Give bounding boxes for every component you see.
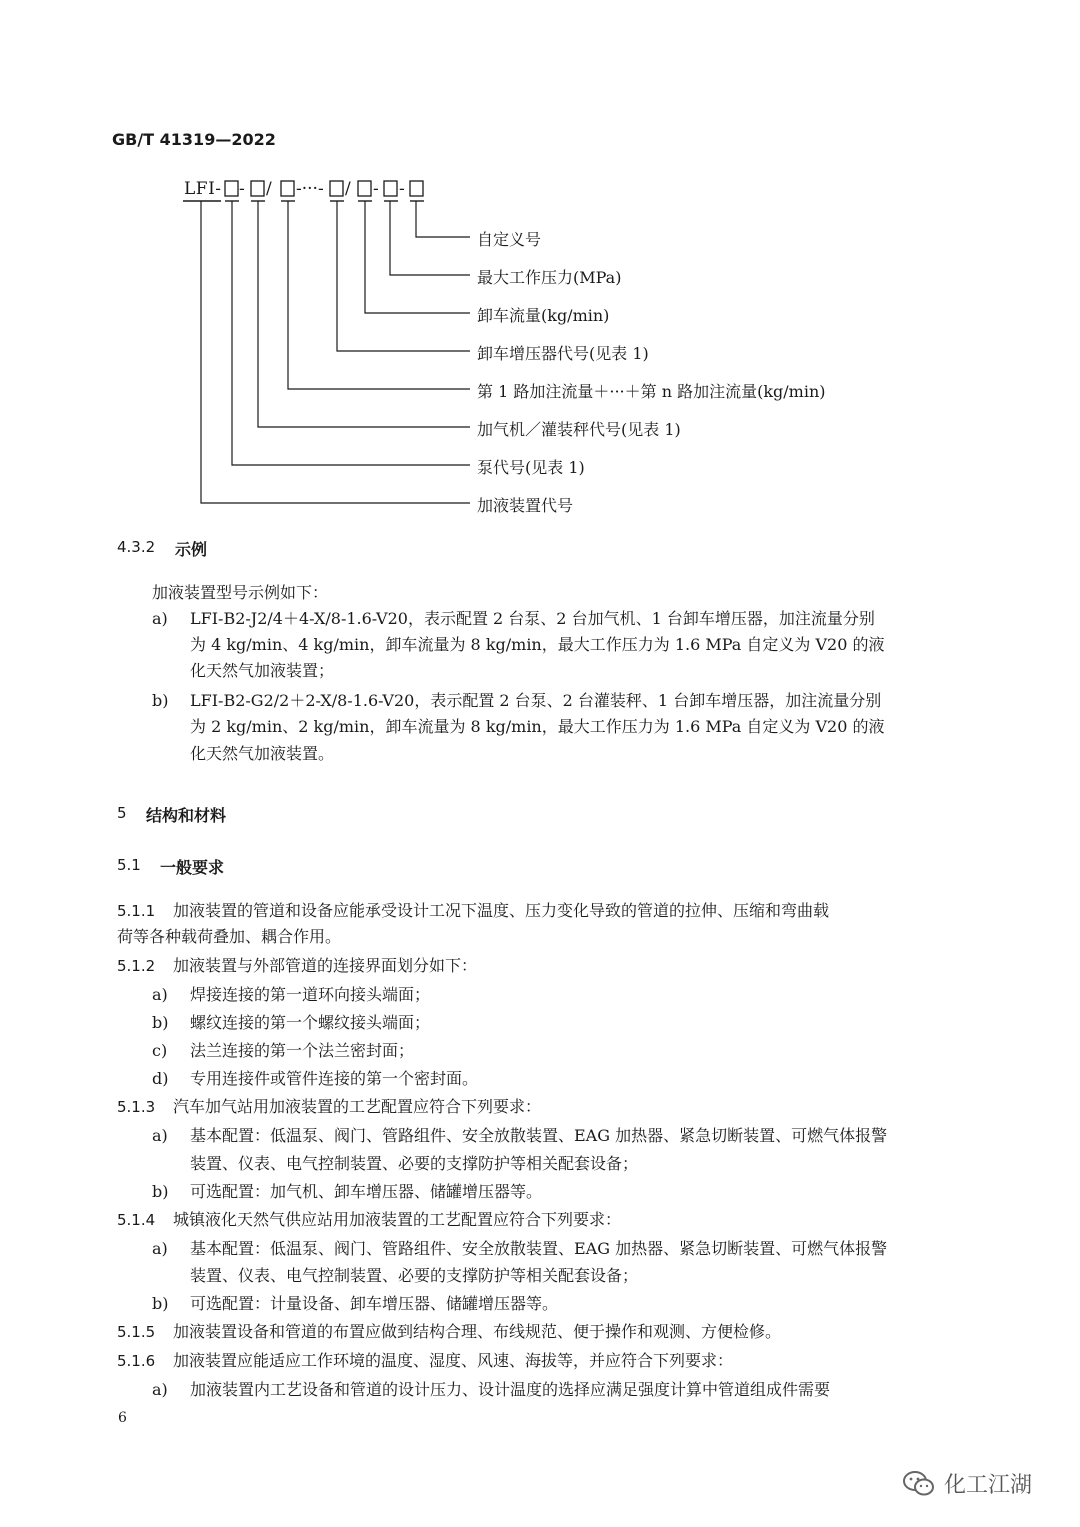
label-fill-flows: 第 1 路加注流量＋···＋第 n 路加注流量(kg/min) [477,382,826,401]
label-max-pressure: 最大工作压力(MPa) [477,268,622,287]
list-item-line: LFI-B2-G2/2＋2-X/8-1.6-V20，表示配置 2 台泵、2 台灌装秤、1 台卸车增压器，加注流量分别 [190,691,882,710]
leader-line [288,201,470,389]
paragraph: 荷等各种载荷叠加、耦合作用。 [117,927,342,946]
model-code-prefix: LFI- [184,179,222,199]
list-item: 可选配置：加气机、卸车增压器、储罐增压器等。 [190,1182,543,1201]
list-marker: d) [152,1069,169,1088]
list-item-line: 基本配置：低温泵、阀门、管路组件、安全放散装置、EAG 加热器、紧急切断装置、可燃气体报警 [190,1239,888,1258]
list-item-line: 装置、仪表、电气控制装置、必要的支撑防护等相关配套设备； [190,1154,639,1173]
list-item: 焊接连接的第一道环向接头端面； [190,985,431,1004]
model-code-sep: - [239,179,245,199]
paragraph: 汽车加气站用加液装置的工艺配置应符合下列要求： [173,1097,542,1116]
clause-number: 5.1.5 [117,1323,156,1341]
list-item: 螺纹连接的第一个螺纹接头端面； [190,1013,431,1032]
paragraph: 加液装置的管道和设备应能承受设计工况下温度、压力变化导致的管道的拉伸、压缩和弯曲载 [173,901,830,920]
section-title: 一般要求 [160,858,225,877]
leader-line [365,201,470,313]
section-number: 4.3.2 [117,538,156,556]
label-device-code: 加液装置代号 [477,496,574,515]
list-item-line: 化天然气加液装置； [190,661,335,680]
section-title: 结构和材料 [146,806,227,825]
paragraph: 加液装置与外部管道的连接界面划分如下： [173,956,478,975]
model-code-sep: / [266,179,272,199]
list-item-line: 为 2 kg/min、2 kg/min，卸车流量为 8 kg/min，最大工作压力为 1.6 MPa 自定义为 V20 的液 [190,717,885,736]
wechat-icon [902,1470,936,1498]
label-custom-id: 自定义号 [477,230,542,249]
label-unload-flow: 卸车流量(kg/min) [477,306,610,325]
clause-number: 5.1.6 [117,1352,156,1370]
list-marker: a) [152,1239,168,1258]
paragraph: 城镇液化天然气供应站用加液装置的工艺配置应符合下列要求： [173,1210,622,1229]
leader-line [201,201,470,503]
model-code-sep: - [373,179,379,199]
list-item-line: LFI-B2-J2/4＋4-X/8-1.6-V20，表示配置 2 台泵、2 台加气机、1 台卸车增压器，加注流量分别 [190,609,875,628]
list-marker: a) [152,985,168,1004]
section-number: 5 [117,804,127,822]
clause-number: 5.1.3 [117,1098,156,1116]
list-item: 法兰连接的第一个法兰密封面； [190,1041,415,1060]
code-box [410,181,423,196]
section-number: 5.1 [117,856,141,874]
clause-number: 5.1.2 [117,957,156,975]
label-pump-code: 泵代号(见表 1) [477,458,585,477]
leader-line [390,201,470,275]
list-marker: b) [152,1013,169,1032]
list-marker: b) [152,691,169,710]
paragraph: 加液装置设备和管道的布置应做到结构合理、布线规范、便于操作和观测、方便检修。 [173,1322,782,1341]
paragraph: 加液装置型号示例如下： [152,583,329,602]
list-item-line: 基本配置：低温泵、阀门、管路组件、安全放散装置、EAG 加热器、紧急切断装置、可燃气体报警 [190,1126,888,1145]
label-dispenser-code: 加气机／灌装秤代号(见表 1) [477,420,681,439]
label-booster-code: 卸车增压器代号(见表 1) [477,344,649,363]
list-marker: b) [152,1182,169,1201]
page-number: 6 [118,1410,127,1426]
list-item: 可选配置：计量设备、卸车增压器、储罐增压器等。 [190,1294,559,1313]
list-item: 专用连接件或管件连接的第一个密封面。 [190,1069,479,1088]
watermark-text: 化工江湖 [944,1473,1033,1498]
leader-line [416,201,470,237]
model-code-sep: / [345,179,351,199]
clause-number: 5.1.1 [117,902,156,920]
leader-line [258,201,470,427]
clause-number: 5.1.4 [117,1211,156,1229]
standard-code: GB/T 41319—2022 [112,130,276,149]
leader-line [337,201,470,351]
list-item-line: 为 4 kg/min、4 kg/min，卸车流量为 8 kg/min，最大工作压力为 1.6 MPa 自定义为 V20 的液 [190,635,885,654]
paragraph: 加液装置应能适应工作环境的温度、湿度、风速、海拔等，并应符合下列要求： [173,1351,734,1370]
list-item-line: 化天然气加液装置。 [190,744,335,763]
model-code-sep: -···- [296,179,324,199]
list-marker: a) [152,1126,168,1145]
leader-line [232,201,470,465]
list-item-line: 装置、仪表、电气控制装置、必要的支撑防护等相关配套设备； [190,1266,639,1285]
watermark [902,1468,1032,1499]
list-marker: b) [152,1294,169,1313]
list-marker: a) [152,1380,168,1399]
model-code-sep: - [399,179,405,199]
section-title: 示例 [175,540,208,559]
list-item-line: 加液装置内工艺设备和管道的设计压力、设计温度的选择应满足强度计算中管道组成件需要 [190,1380,831,1399]
list-marker: c) [152,1041,168,1060]
list-marker: a) [152,609,168,628]
